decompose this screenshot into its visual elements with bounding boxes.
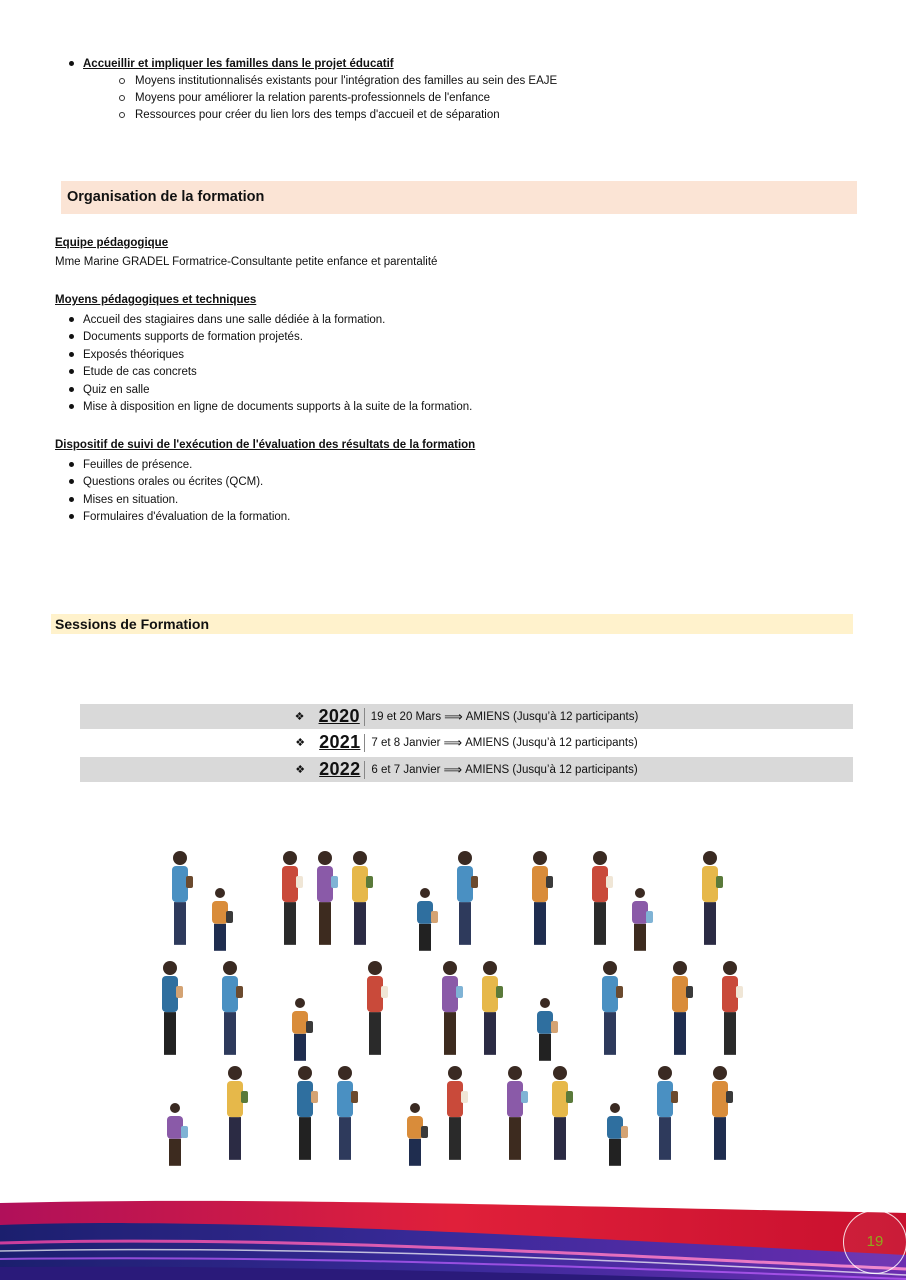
arrow-icon: ⟹ <box>444 708 463 724</box>
person-figure <box>417 888 438 951</box>
person-figure <box>282 851 303 945</box>
bullet-dot <box>69 462 74 467</box>
moyens-item: Mise à disposition en ligne de documents supports à la suite de la formation. <box>83 401 473 413</box>
session-place: AMIENS (Jusqu’à 12 participants) <box>465 736 638 749</box>
bullet-dot <box>69 61 74 66</box>
arrow-icon: ⟹ <box>443 734 463 750</box>
dispositif-item: Feuilles de présence. <box>83 459 193 471</box>
separator <box>364 761 365 779</box>
person-figure <box>552 1066 573 1160</box>
sub-bullet-circle <box>119 112 125 118</box>
bullet-dot <box>69 334 74 339</box>
person-figure <box>632 888 653 951</box>
diamond-marker-icon: ❖ <box>295 764 306 776</box>
arrow-icon: ⟹ <box>443 761 463 777</box>
person-figure <box>537 998 558 1061</box>
separator <box>364 734 365 752</box>
intro-bullet: Accueillir et impliquer les familles dans le projet éducatif <box>83 58 394 70</box>
person-figure <box>712 1066 733 1160</box>
people-illustration <box>150 840 760 1170</box>
sessions-title: Sessions de Formation <box>55 616 210 632</box>
person-figure <box>722 961 743 1055</box>
person-figure <box>167 1103 188 1166</box>
footer-swoosh <box>0 1195 906 1280</box>
bullet-dot <box>69 479 74 484</box>
person-figure <box>657 1066 678 1160</box>
sub-bullet-circle <box>119 78 125 84</box>
session-dates: 19 et 20 Mars <box>370 710 442 723</box>
person-figure <box>482 961 503 1055</box>
separator <box>364 708 365 726</box>
session-dates: 6 et 7 Janvier <box>371 763 441 776</box>
person-figure <box>532 851 553 945</box>
intro-sub-item: Moyens institutionnalisés existants pour l'intégration des familles au sein des EAJE <box>135 75 558 87</box>
dispositif-item: Questions orales ou écrites (QCM). <box>83 476 264 488</box>
session-dates: 7 et 8 Janvier <box>371 736 441 749</box>
moyens-item: Documents supports de formation projetés. <box>83 331 303 343</box>
bullet-dot <box>69 497 74 502</box>
person-figure <box>457 851 478 945</box>
organisation-band <box>61 181 857 214</box>
dispositif-item: Mises en situation. <box>83 494 179 506</box>
sub-bullet-circle <box>119 95 125 101</box>
bullet-dot <box>69 387 74 392</box>
moyens-item: Etude de cas concrets <box>83 366 197 378</box>
person-figure <box>212 888 233 951</box>
person-figure <box>352 851 373 945</box>
person-figure <box>407 1103 428 1166</box>
session-year: 2021 <box>319 732 361 752</box>
bullet-dot <box>69 317 74 322</box>
session-year: 2022 <box>319 759 361 779</box>
moyens-item: Quiz en salle <box>83 384 150 396</box>
person-figure <box>702 851 723 945</box>
moyens-item: Accueil des stagiaires dans une salle dédiée à la formation. <box>83 314 386 326</box>
moyens-item: Exposés théoriques <box>83 349 185 361</box>
intro-sub-item: Moyens pour améliorer la relation parents-professionnels de l'enfance <box>135 92 491 104</box>
session-place: AMIENS (Jusqu’à 12 participants) <box>465 710 639 723</box>
person-figure <box>367 961 388 1055</box>
equipe-text: Mme Marine GRADEL Formatrice-Consultante petite enfance et parentalité <box>55 256 438 268</box>
page-number-badge <box>843 1210 906 1274</box>
session-row-2022 <box>80 757 853 782</box>
bullet-dot <box>69 514 74 519</box>
session-year: 2020 <box>318 706 360 726</box>
person-figure <box>447 1066 468 1160</box>
sessions-band <box>51 614 853 634</box>
person-figure <box>317 851 338 945</box>
equipe-heading: Equipe pédagogique <box>55 237 169 249</box>
moyens-heading: Moyens pédagogiques et techniques <box>55 294 257 306</box>
diamond-marker-icon: ❖ <box>295 737 306 749</box>
organisation-title: Organisation de la formation <box>67 189 265 205</box>
dispositif-item: Formulaires d'évaluation de la formation. <box>83 511 291 523</box>
person-figure <box>172 851 193 945</box>
person-figure <box>297 1066 318 1160</box>
person-figure <box>222 961 243 1055</box>
bullet-dot <box>69 369 74 374</box>
person-figure <box>337 1066 358 1160</box>
person-figure <box>442 961 463 1055</box>
person-figure <box>162 961 183 1055</box>
person-figure <box>672 961 693 1055</box>
person-figure <box>602 961 623 1055</box>
diamond-marker-icon: ❖ <box>294 711 305 723</box>
person-figure <box>507 1066 528 1160</box>
bullet-dot <box>69 352 74 357</box>
session-row-2020 <box>80 704 853 729</box>
page-number: 19 <box>866 1233 884 1250</box>
person-figure <box>292 998 313 1061</box>
session-row-2021 <box>80 730 853 755</box>
person-figure <box>227 1066 248 1160</box>
bullet-dot <box>69 404 74 409</box>
person-figure <box>607 1103 628 1166</box>
person-figure <box>592 851 613 945</box>
intro-sub-item: Ressources pour créer du lien lors des temps d'accueil et de séparation <box>135 109 500 121</box>
dispositif-heading: Dispositif de suivi de l'exécution de l'évaluation des résultats de la formation <box>55 439 476 451</box>
session-place: AMIENS (Jusqu’à 12 participants) <box>465 763 638 776</box>
